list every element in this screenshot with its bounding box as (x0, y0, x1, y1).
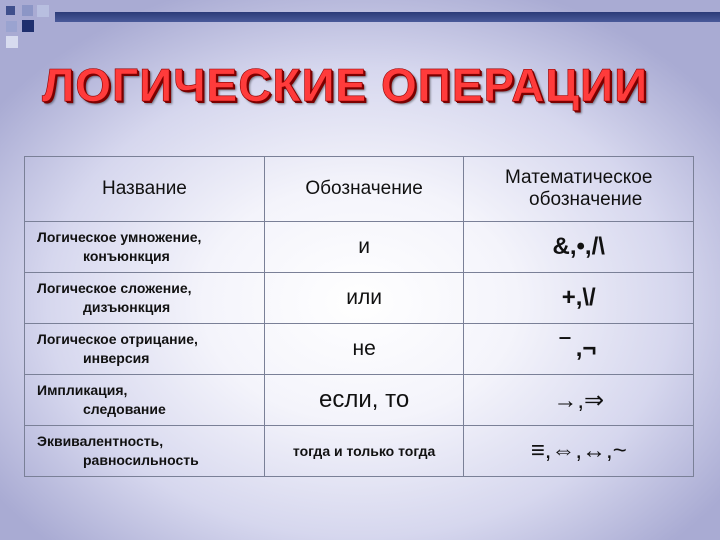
header-math (464, 157, 694, 222)
decor-square (22, 20, 34, 32)
decor-square (22, 5, 33, 16)
logic-operations-table (24, 156, 694, 477)
header-designation: Обозначение (264, 157, 464, 222)
table-row (25, 222, 694, 273)
row-name (25, 222, 265, 273)
decor-square (6, 6, 15, 15)
table-header-row (25, 157, 694, 222)
row-name-line1: Импликация, (37, 382, 128, 398)
decor-square (6, 36, 18, 48)
decor-square (37, 5, 49, 17)
row-name-line2: дизъюнкция (83, 299, 171, 315)
row-math: →,⇒ (464, 375, 694, 426)
row-name-line2: следование (83, 401, 166, 417)
row-designation: или (264, 273, 464, 324)
row-designation: и (264, 222, 464, 273)
row-name (25, 375, 265, 426)
row-math: +,\/ (464, 273, 694, 324)
row-name (25, 324, 265, 375)
row-name-line1: Логическое сложение, (37, 280, 192, 296)
row-name-line1: Эквивалентность, (37, 433, 164, 449)
row-name (25, 426, 265, 477)
row-name-line2: равносильность (83, 452, 199, 468)
row-name-line1: Логическое умножение, (37, 229, 202, 245)
row-math: &,•,/\ (464, 222, 694, 273)
header-name: Название (25, 157, 265, 222)
row-name-line2: конъюнкция (83, 248, 170, 264)
table-row (25, 375, 694, 426)
table-row (25, 273, 694, 324)
row-name (25, 273, 265, 324)
row-name-line2: инверсия (83, 350, 150, 366)
row-designation: не (264, 324, 464, 375)
slide-title: ЛОГИЧЕСКИЕ ОПЕРАЦИИ (42, 59, 649, 111)
row-math: ‾ ,¬ (464, 324, 694, 375)
row-math: ≡,⇔,↔,~ (464, 426, 694, 477)
table-row (25, 426, 694, 477)
decor-square (6, 21, 17, 32)
row-name-line1: Логическое отрицание, (37, 331, 198, 347)
row-designation: тогда и только тогда (264, 426, 464, 477)
header-math-line2: обозначение (529, 189, 643, 210)
header-math-line1: Математическое (505, 167, 653, 188)
top-accent-bar (55, 12, 720, 22)
table-row (25, 324, 694, 375)
row-designation: если, то (264, 375, 464, 426)
